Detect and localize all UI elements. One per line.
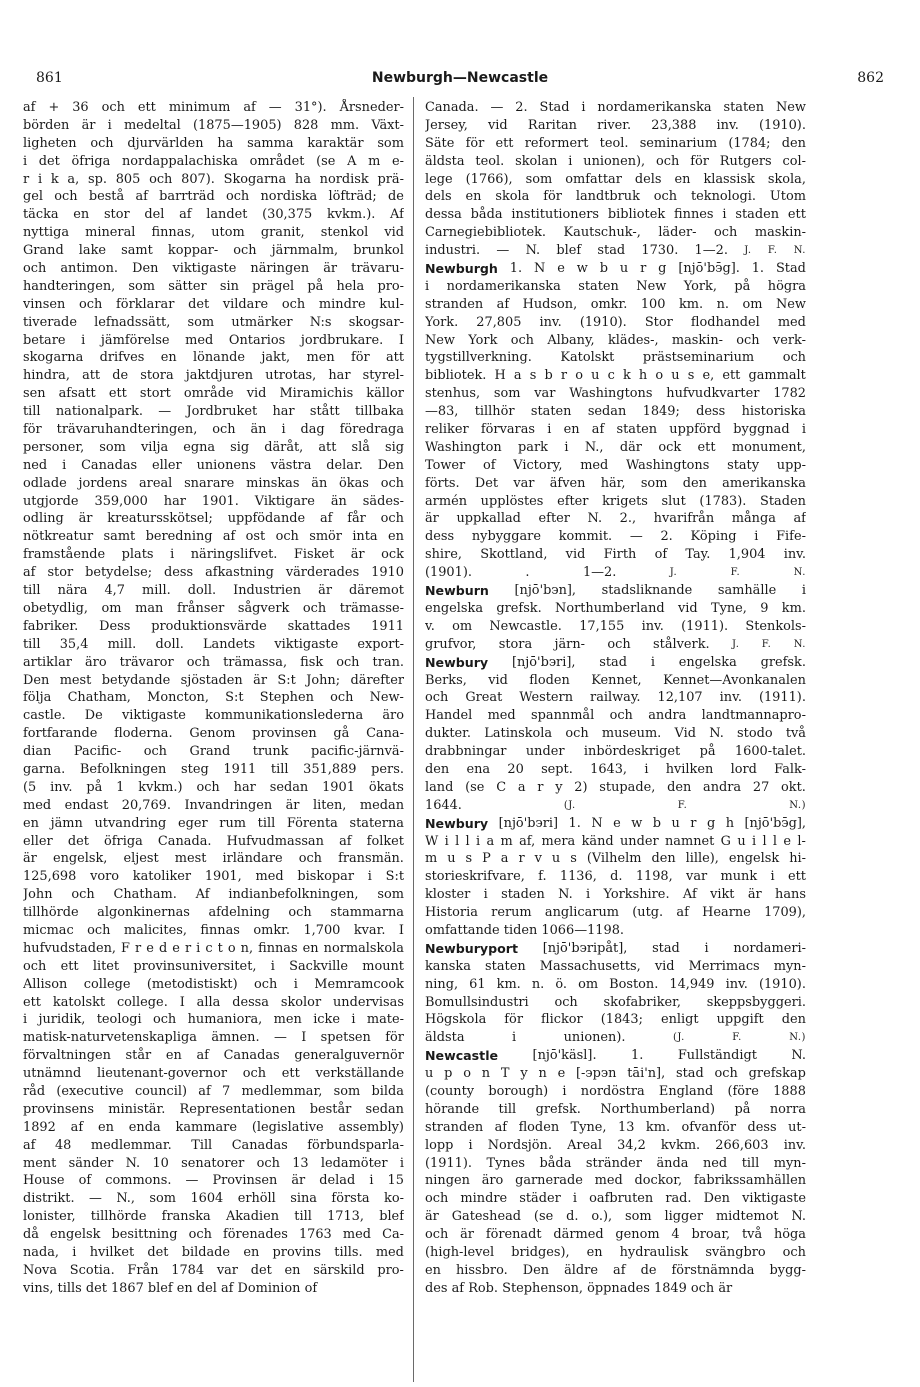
text-line: är engelsk, eljest mest irländare och fransmän. <box>23 851 404 867</box>
text-line: och är förenadt därmed genom 4 broar, två höga <box>425 1227 806 1243</box>
text-line: täcka en stor del af landet (30,375 kvkm.). Af <box>23 207 404 223</box>
text-line: sen afsatt ett stort område vid Miramichis källor <box>23 386 404 402</box>
text-line: dels en skola för landtbruk och teknologi. Utom <box>425 189 806 205</box>
text-line: dian Pacific- och Grand trunk pacific-järnvä- <box>23 744 404 760</box>
text-line: House of commons. — Provinsen är delad i 15 <box>23 1173 404 1189</box>
text-line: äldsta teol. skolan i unionen), och för Rutgers col- <box>425 153 806 169</box>
text-line: kloster i staden N. i Yorkshire. Af vikt är hans <box>425 887 806 903</box>
text-line: grufvor, stora järn- och stålverk. J. F. N. <box>425 636 806 652</box>
text-line: Bomullsindustri och skofabriker, skeppsbyggeri. <box>425 994 806 1010</box>
text-line: dess nybyggare kommit. — 2. Köping i Fife- <box>425 529 806 545</box>
right-column <box>425 99 806 1298</box>
text-line: bibliotek. H a s b r o u c k h o u s e, ett gammalt <box>425 368 806 384</box>
text-line: äldsta i unionen). (J. F. N.) <box>425 1030 806 1046</box>
text-line: skogarna drifves en lönande jakt, men för att <box>23 350 404 366</box>
text-line: tillhörde algonkinernas afdelning och stammarna <box>23 905 404 921</box>
text-line: följa Chatham, Moncton, S:t Stephen och New- <box>23 690 404 706</box>
text-line: Handel med spannmål och andra landtmannapro- <box>425 708 806 724</box>
text-line: Historia rerum anglicarum (utg. af Hearne 1709), <box>425 905 806 921</box>
text-line: i nordamerikanska staten New York, på högra <box>425 278 806 294</box>
text-line: dukter. Latinskola och museum. Vid N. stodo två <box>425 726 806 742</box>
text-line: hörande till grefsk. Northumberland) på norra <box>425 1101 806 1117</box>
text-line: Berks, vid floden Kennet, Kennet—Avonkanalen <box>425 672 806 688</box>
text-line: då engelsk besittning och förenades 1763 med Ca- <box>23 1227 404 1243</box>
text-line: Jersey, vid Raritan river. 23,388 inv. (1910). <box>425 117 806 133</box>
text-line: en hissbro. Den äldre af de förstnämnda bygg- <box>425 1262 806 1278</box>
text-line: till 35,4 mill. doll. Landets viktigaste export- <box>23 636 404 652</box>
text-line: börden är i medeltal (1875—1905) 828 mm. Växt- <box>23 117 404 133</box>
text-line: Newbury [njō'bэri], stad i engelska grefsk. <box>425 654 806 670</box>
page-number-right: 862 <box>857 70 884 86</box>
text-line: af stor betydelse; dess afkastning värderades 1910 <box>23 565 404 581</box>
text-line: Newburn [njō'bэn], stadsliknande samhälle i <box>425 583 806 599</box>
text-line: obetydlig, om man frånser sågverk och trämasse- <box>23 600 404 616</box>
text-line: och Great Western railway. 12,107 inv. (1911). <box>425 690 806 706</box>
text-line: —83, tillhör staten sedan 1849; dess historiska <box>425 404 806 420</box>
text-line: tiverade lefnadssätt, som utmärker N:s skogsar- <box>23 314 404 330</box>
text-line: Den mest betydande sjöstaden är S:t John; därefter <box>23 672 404 688</box>
text-line: Säte för ett reformert teol. seminarium (1784; den <box>425 135 806 151</box>
text-line: ligheten och djurvärlden ha samma karaktär som <box>23 135 404 151</box>
text-line: kanska staten Massachusetts, vid Merrimacs myn- <box>425 958 806 974</box>
text-line: (high-level bridges), en hydraulisk svängbro och <box>425 1245 806 1260</box>
column-divider <box>413 97 414 1382</box>
text-line: och antimon. Den viktigaste näringen är trävaru- <box>23 261 404 277</box>
text-line: gel och bestå af barrträd och nordiska löfträd; de <box>23 189 404 205</box>
text-line: för trävaruhandteringen, och än i dag föredraga <box>23 422 404 438</box>
text-line: 1644. (J. F. N.) <box>425 797 806 813</box>
text-line: förts. Det var äfven här, som den amerikanska <box>425 475 806 491</box>
text-line: nötkreatur samt beredning af ost och smör inta en <box>23 529 404 545</box>
text-line: är uppkallad efter N. 2., hvarifrån många af <box>425 511 806 527</box>
text-line: med endast 20,769. Invandringen är liten, medan <box>23 797 404 813</box>
text-line: lopp i Nordsjön. Areal 34,2 kvkm. 266,603 inv. <box>425 1137 806 1153</box>
text-line: Newbury [njō'bэri] 1. N e w b u r g h [njō'bэ̄g], <box>425 815 806 831</box>
text-line: den ena 20 sept. 1643, i hvilken lord Falk- <box>425 761 806 777</box>
text-line: och ett litet provinsuniversitet, i Sackville mount <box>23 958 404 974</box>
text-line: förvaltningen står en af Canadas generalguvernör <box>23 1048 404 1064</box>
text-line: tygstillverkning. Katolskt prästseminarium och <box>425 350 806 366</box>
text-line: v. om Newcastle. 17,155 inv. (1911). Stenkols- <box>425 618 806 634</box>
text-line: i juridik, teologi och humaniora, men icke i mate- <box>23 1012 404 1028</box>
text-line: Carnegiebibliotek. Kautschuk-, läder- och maskin- <box>425 225 806 241</box>
text-line: hufvudstaden, F r e d e r i c t o n, finnas en normalskola <box>23 940 404 956</box>
text-line: Washington park i N., där ock ett monument, <box>425 439 806 455</box>
text-line: råd (executive council) af 7 medlemmar, som bilda <box>23 1083 404 1099</box>
text-line: fabriker. Dess produktionsvärde skattades 1911 <box>23 618 404 634</box>
text-line: ment sänder N. 10 senatorer och 13 ledamöter i <box>23 1155 404 1171</box>
text-line: matisk-naturvetenskapliga ämnen. — I spetsen för <box>23 1030 404 1046</box>
text-line: storieskrifvare, f. 1136, d. 1198, var munk i ett <box>425 869 806 885</box>
text-line: stranden af floden Tyne, 13 km. ofvanför dess ut- <box>425 1119 806 1135</box>
text-line: handteringen, som sätter sin prägel på hela pro- <box>23 278 404 294</box>
left-column <box>23 99 404 1298</box>
text-line: och mindre städer i oafbruten rad. Den viktigaste <box>425 1191 806 1207</box>
text-line: (1901). . 1—2. J. F. N. <box>425 565 806 581</box>
text-line: New York och Albany, klädes-, maskin- och verk- <box>425 332 806 348</box>
text-line: Newcastle [njō'käsl]. 1. Fullständigt N. <box>425 1048 806 1064</box>
text-line: garna. Befolkningen steg 1911 till 351,889 pers. <box>23 761 404 777</box>
text-line: odling är kreatursskötsel; uppfödande af får och <box>23 511 404 527</box>
text-line: micmac och malicites, finnas omkr. 1,700 kvar. I <box>23 922 404 938</box>
text-line: utnämnd lieutenant-governor och ett verkställande <box>23 1066 404 1082</box>
text-line: till nationalpark. — Jordbruket har stått tillbaka <box>23 404 404 420</box>
text-line: lonister, tillhörde franska Akadien till 1713, blef <box>23 1209 404 1225</box>
text-line: York. 27,805 inv. (1910). Stor flodhandel med <box>425 314 806 330</box>
text-line: framstående plats i näringslifvet. Fisket är ock <box>23 547 404 563</box>
text-line: af 48 medlemmar. Till Canadas förbundsparla- <box>23 1137 404 1153</box>
text-line: nyttiga mineral finnas, utom granit, stenkol vid <box>23 225 404 241</box>
text-line: Högskola för flickor (1843; enligt uppgift den <box>425 1012 806 1028</box>
text-line: vins, tills det 1867 blef en del af Dominion of <box>23 1280 318 1296</box>
text-line: en jämn utvandring eger rum till Förenta staterna <box>23 815 404 831</box>
text-line: engelska grefsk. Northumberland vid Tyne, 9 km. <box>425 600 806 616</box>
page-running-title: Newburgh—Newcastle <box>371 70 549 86</box>
text-line: hindra, att de stora jaktdjuren utrotas, har styrel- <box>23 368 404 384</box>
text-line: Allison college (metodistiskt) och i Memramcook <box>23 976 404 992</box>
text-line: ett katolskt college. I alla dessa skolor undervisas <box>23 994 404 1010</box>
text-line: Canada. — 2. Stad i nordamerikanska staten New <box>425 100 806 115</box>
text-line: Newburyport [njō'bэripåt], stad i nordameri- <box>425 940 806 956</box>
text-line: af + 36 och ett minimum af — 31°). Årsneder- <box>23 100 404 115</box>
text-line: omfattande tiden 1066—1198. <box>425 922 624 938</box>
text-line: stranden af Hudson, omkr. 100 km. n. om New <box>425 296 806 312</box>
text-line: land (se C a r y 2) stupade, den andra 27 okt. <box>425 779 806 795</box>
text-line: personer, som vilja egna sig däråt, att slå sig <box>23 439 404 455</box>
text-line: ningen äro garnerade med dockor, fabrikssamhällen <box>425 1173 806 1189</box>
text-line: m u s P a r v u s (Vilhelm den lille), engelsk hi- <box>425 851 806 867</box>
text-line: stenhus, som var Washingtons hufvudkvarter 1782 <box>425 386 806 402</box>
text-line: 125,698 voro katoliker 1901, med biskopar i S:t <box>23 869 404 885</box>
text-line: odlade jordens areal snarare minskas än ökas och <box>23 475 404 491</box>
text-line: Newburgh 1. N e w b u r g [njō'bэ̄g]. 1. Stad <box>425 261 806 277</box>
text-line: Nova Scotia. Från 1784 var det en särskild pro- <box>23 1262 404 1278</box>
text-line: är Gateshead (se d. o.), som ligger midtemot N. <box>425 1209 806 1225</box>
text-line: artiklar äro trävaror och trämassa, fisk och tran. <box>23 654 404 670</box>
text-line: 1892 af en enda kammare (legislative assembly) <box>23 1119 404 1135</box>
text-line: drabbningar under inbördeskriget på 1600-talet. <box>425 744 806 760</box>
text-line: distrikt. — N., som 1604 erhöll sina första ko- <box>23 1191 404 1207</box>
text-line: i det öfriga nordappalachiska området (se A m e- <box>23 153 404 169</box>
text-line: utgjorde 359,000 har 1901. Viktigare än sädes- <box>23 493 404 509</box>
text-line: eller det öfriga Canada. Hufvudmassan af folket <box>23 833 404 849</box>
text-line: Tower of Victory, med Washingtons staty upp- <box>425 457 806 473</box>
text-line: lege (1766), som omfattar dels en klassisk skola, <box>425 171 806 187</box>
text-line: vinsen och förklarar det vildare och mindre kul- <box>23 296 404 312</box>
text-line: John och Chatham. Af indianbefolkningen, som <box>23 887 404 903</box>
text-line: reliker förvaras i en af staten uppförd byggnad i <box>425 422 806 438</box>
text-line: des af Rob. Stephenson, öppnades 1849 och är <box>425 1280 733 1296</box>
text-line: betare i jämförelse med Ontarios jordbrukare. I <box>23 332 404 348</box>
text-line: armén upplöstes efter krigets slut (1783). Staden <box>425 493 806 509</box>
text-line: ned i Canadas eller unionens västra delar. Den <box>23 457 404 473</box>
text-line: W i l l i a m af, mera känd under namnet G u i l l e l- <box>425 833 806 849</box>
text-line: (5 inv. på 1 kvkm.) och har sedan 1901 ökats <box>23 779 404 795</box>
text-line: u p o n T y n e [-эpэn tāi'n], stad och grefskap <box>425 1066 806 1082</box>
text-line: (1911). Tynes båda stränder ända ned till myn- <box>425 1155 806 1171</box>
text-line: (county borough) i nordöstra England (före 1888 <box>425 1083 806 1099</box>
text-line: ning, 61 km. n. ö. om Boston. 14,949 inv. (1910). <box>425 976 806 992</box>
text-line: r i k a, sp. 805 och 807). Skogarna ha nordisk prä- <box>23 171 404 187</box>
text-line: provinsens ministär. Representationen består sedan <box>23 1101 404 1117</box>
page-number-left: 861 <box>36 70 63 86</box>
text-line: dessa båda institutioners bibliotek finnes i staden ett <box>425 207 806 223</box>
text-line: industri. — N. blef stad 1730. 1—2. J. F. N. <box>425 243 806 259</box>
text-line: nada, i hvilket det bildade en provins tills. med <box>23 1245 404 1260</box>
text-line: till nära 4,7 mill. doll. Industrien är däremot <box>23 583 404 599</box>
text-line: castle. De viktigaste kommunikationslederna äro <box>23 708 404 724</box>
text-line: fortfarande floderna. Genom provinsen gå Cana- <box>23 726 404 742</box>
text-line: Grand lake samt koppar- och järnmalm, brunkol <box>23 243 404 259</box>
text-line: shire, Skottland, vid Firth of Tay. 1,904 inv. <box>425 547 806 563</box>
